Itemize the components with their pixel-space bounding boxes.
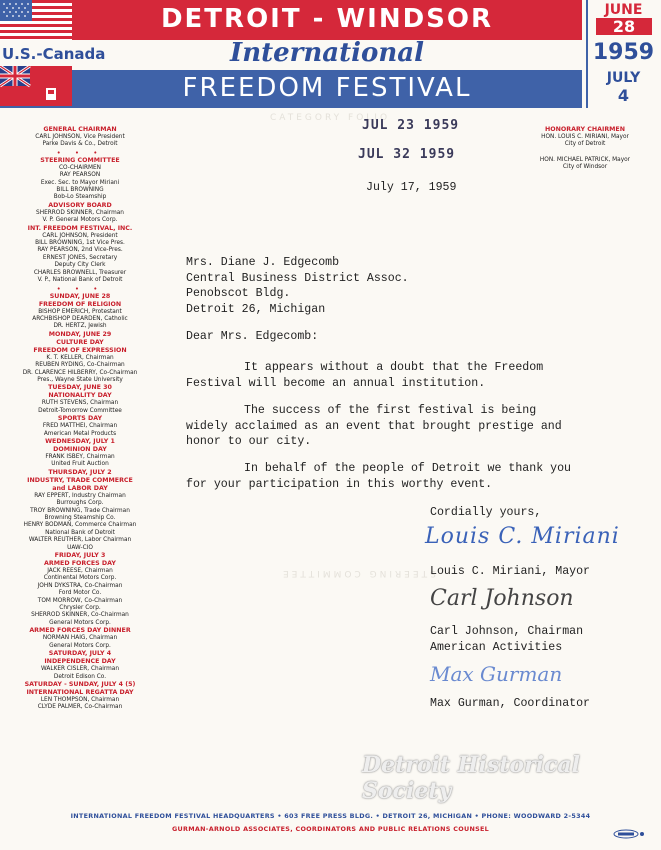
committee-member: Parke Davis & Co., Detroit xyxy=(42,141,118,148)
committee-heading: and LABOR DAY xyxy=(52,484,108,492)
committee-member: Pres., Wayne State University xyxy=(37,376,123,383)
committee-heading: FREEDOM OF EXPRESSION xyxy=(33,346,127,354)
honorary-line: City of Detroit xyxy=(564,141,606,148)
honorary-spacer xyxy=(515,149,655,157)
separator-dots: • • • xyxy=(56,148,104,157)
committee-member: BILL BROWNING, 1st Vice Pres. xyxy=(35,240,125,247)
committee-member: TROY BROWNING, Trade Chairman xyxy=(30,507,130,514)
background-print-middle: STEERING COMMITTEE xyxy=(280,568,436,578)
watermark: Detroit Historical Society xyxy=(362,752,581,804)
committee-heading: DOMINION DAY xyxy=(53,445,107,453)
committee-heading: NATIONALITY DAY xyxy=(48,392,112,400)
committee-member: CLYDE PALMER, Co-Chairman xyxy=(37,704,123,711)
honorary-line: HON. MICHAEL PATRICK, Mayor xyxy=(539,156,631,163)
committee-member: Ford Motor Co. xyxy=(58,590,102,597)
committee-member: ERNEST JONES, Secretary xyxy=(42,254,118,261)
committee-list xyxy=(0,126,160,712)
honorary-line: HON. LOUIS C. MIRIANI, Mayor xyxy=(541,134,629,140)
us-flag-icon xyxy=(0,0,72,40)
start-day: 28 xyxy=(596,18,652,35)
committee-member: Bob-Lo Steamship xyxy=(53,194,107,201)
committee-member: CARL JOHNSON, Vice President xyxy=(35,134,125,140)
committee-heading: MONDAY, JUNE 29 xyxy=(48,330,112,338)
honorary-line: City of Windsor xyxy=(562,164,608,171)
committee-member: Burroughs Corp. xyxy=(56,500,104,507)
committee-heading: TUESDAY, JUNE 30 xyxy=(48,384,112,392)
committee-member: Browning Steamship Co. xyxy=(44,515,116,521)
closing: Cordially yours, xyxy=(430,506,542,519)
address-line: Detroit 26, Michigan xyxy=(186,302,326,316)
separator-dots: • • • xyxy=(56,284,104,293)
signature-miriani: Louis C. Miriani xyxy=(425,524,620,549)
committee-member: V. P., National Bank of Detroit xyxy=(37,277,123,284)
committee-member: NORMAN HAIG, Chairman xyxy=(42,635,118,642)
committee-heading: INT. FREEDOM FESTIVAL, INC. xyxy=(27,224,133,232)
received-stamp: JUL 23 1959 xyxy=(362,118,460,133)
committee-member: BILL BROWNING xyxy=(56,187,104,194)
committee-member: CHARLES BROWNELL, Treasurer xyxy=(33,269,127,276)
committee-member: JOHN DYKSTRA, Co-Chairman xyxy=(37,582,123,589)
signer-name: Carl Johnson, Chairman xyxy=(430,625,584,638)
committee-member: Detroit-Tomorrow Committee xyxy=(38,407,122,414)
signature-johnson: Carl Johnson xyxy=(430,586,574,611)
committee-member: General Motors Corp. xyxy=(49,619,111,626)
footer-coordinators: GURMAN-ARNOLD ASSOCIATES, COORDINATORS AND PUBLIC RELATIONS COUNSEL xyxy=(171,825,490,833)
committee-member: FRANK ISBEY, Chairman xyxy=(45,453,115,460)
committee-heading: GENERAL CHAIRMAN xyxy=(43,126,117,133)
signer-name: Louis C. Miriani, Mayor xyxy=(430,565,591,578)
committee-heading: SATURDAY, JULY 4 xyxy=(48,650,112,658)
address-line: Penobscot Bldg. xyxy=(186,287,291,300)
committee-heading: INTERNATIONAL REGATTA DAY xyxy=(26,688,134,696)
committee-member: DR. HERTZ, Jewish xyxy=(53,323,107,330)
committee-member: HENRY BODMAN, Commerce Chairman xyxy=(23,522,137,529)
end-day: 4 xyxy=(617,86,630,105)
festival-year: 1959 xyxy=(592,40,655,65)
received-stamp: JUL 32 1959 xyxy=(358,147,456,162)
committee-member: National Bank of Detroit xyxy=(45,529,115,536)
start-month: JUNE xyxy=(604,2,643,18)
letter-paragraph: In behalf of the people of Detroit we thank you for your participation in this worthy event. xyxy=(186,462,571,491)
committee-member: RAY EPPERT, Industry Chairman xyxy=(34,492,126,499)
letter-paragraph: The success of the first festival is being widely acclaimed as an event that brought prestige and honor to our city. xyxy=(186,404,562,448)
committee-member: United Fruit Auction xyxy=(51,461,109,468)
committee-member: Deputy City Clerk xyxy=(54,262,106,269)
committee-member: FRED MATTHEI, Chairman xyxy=(42,423,118,430)
honorary-chairmen xyxy=(515,126,655,172)
committee-member: TOM MORROW, Co-Chairman xyxy=(37,597,123,604)
committee-member: WALKER CISLER, Chairman xyxy=(40,666,120,673)
address-line: Central Business District Assoc. xyxy=(186,271,409,285)
committee-heading: STEERING COMMITTEE xyxy=(40,156,120,164)
committee-heading: THURSDAY, JULY 2 xyxy=(48,468,112,476)
committee-heading: SATURDAY - SUNDAY, JULY 4 (5) xyxy=(24,680,136,688)
committee-heading: INDEPENDENCE DAY xyxy=(44,658,116,666)
committee-member: Detroit Edison Co. xyxy=(53,673,107,680)
salutation: Dear Mrs. Edgecomb: xyxy=(186,330,319,343)
end-month: JULY xyxy=(606,70,641,86)
header-rule xyxy=(0,106,582,108)
committee-heading: INDUSTRY, TRADE COMMERCE xyxy=(27,476,133,484)
committee-heading: FREEDOM OF RELIGION xyxy=(38,300,122,308)
committee-member: CO-CHAIRMEN xyxy=(59,164,101,171)
committee-heading: FRIDAY, JULY 3 xyxy=(54,552,106,560)
committee-member: UAW-CIO xyxy=(67,544,93,551)
festival-date-box xyxy=(586,0,661,108)
committee-member: RAY PEARSON, 2nd Vice-Pres. xyxy=(37,247,123,254)
committee-heading: ARMED FORCES DAY xyxy=(44,560,116,568)
festival-title-international: International xyxy=(230,38,424,68)
committee-member: CARL JOHNSON, President xyxy=(42,232,118,239)
union-label-icon xyxy=(612,829,648,839)
background-print-top: CATEGORY FOLIO xyxy=(270,113,391,123)
committee-member: REUBEN RYDING, Co-Chairman xyxy=(35,362,125,369)
committee-member: General Motors Corp. xyxy=(49,642,111,649)
committee-member: ARCHBISHOP DEARDEN, Catholic xyxy=(32,315,128,322)
festival-title-city: DETROIT - WINDSOR xyxy=(160,4,494,34)
committee-member: LEN THOMPSON, Chairman xyxy=(40,696,120,703)
signer-block xyxy=(430,624,583,655)
committee-member: RUTH STEVENS, Chairman xyxy=(41,400,119,407)
footer-headquarters: INTERNATIONAL FREEDOM FESTIVAL HEADQUARTERS • 603 FREE PRESS BLDG. • DETROIT 26, MICHIGAN • PHONE: WOODWARD 2-5344 xyxy=(70,812,591,820)
signer-name: Max Gurman, Coordinator xyxy=(430,697,591,710)
recipient-address xyxy=(186,255,409,317)
committee-member: DR. CLARENCE HILBERRY, Co-Chairman xyxy=(22,369,138,376)
letter-paragraph: It appears without a doubt that the Freedom Festival will become an annual institution. xyxy=(186,361,544,390)
committee-member: Chrysler Corp. xyxy=(59,605,101,612)
letter-date: July 17, 1959 xyxy=(366,181,457,194)
honorary-heading: HONORARY CHAIRMEN xyxy=(544,126,626,133)
committee-member: BISHOP EMERICH, Protestant xyxy=(38,308,122,315)
committee-member: SHERROD SKINNER, Chairman xyxy=(36,209,124,216)
committee-heading: SPORTS DAY xyxy=(57,415,103,423)
committee-member: Continental Motors Corp. xyxy=(43,575,117,582)
committee-member: SHERROD SKINNER, Co-Chairman xyxy=(31,612,129,619)
committee-member: K. T. KELLER, Chairman xyxy=(46,354,114,361)
committee-heading: CULTURE DAY xyxy=(56,338,104,346)
committee-member: American Metal Products xyxy=(43,430,117,437)
committee-member: RAY PEARSON xyxy=(59,172,101,179)
festival-title-name: FREEDOM FESTIVAL xyxy=(182,73,472,103)
committee-heading: SUNDAY, JUNE 28 xyxy=(49,292,111,300)
canada-red-ensign-icon xyxy=(0,66,72,106)
signature-gurman: Max Gurman xyxy=(430,662,563,686)
committee-member: Exec. Sec. to Mayor Miriani xyxy=(40,179,120,186)
committee-heading: ADVISORY BOARD xyxy=(48,201,112,209)
committee-heading: WEDNESDAY, JULY 1 xyxy=(45,437,115,445)
committee-heading: ARMED FORCES DAY DINNER xyxy=(29,627,131,635)
committee-member: WALTER REUTHER, Labor Chairman xyxy=(28,537,132,544)
address-line: Mrs. Diane J. Edgecomb xyxy=(186,256,340,269)
signer-title: American Activities xyxy=(430,640,563,654)
committee-member: JACK REESE, Chairman xyxy=(47,568,113,575)
committee-member: V. P. General Motors Corp. xyxy=(42,217,118,224)
us-canada-label: U.S.-Canada xyxy=(2,45,106,63)
